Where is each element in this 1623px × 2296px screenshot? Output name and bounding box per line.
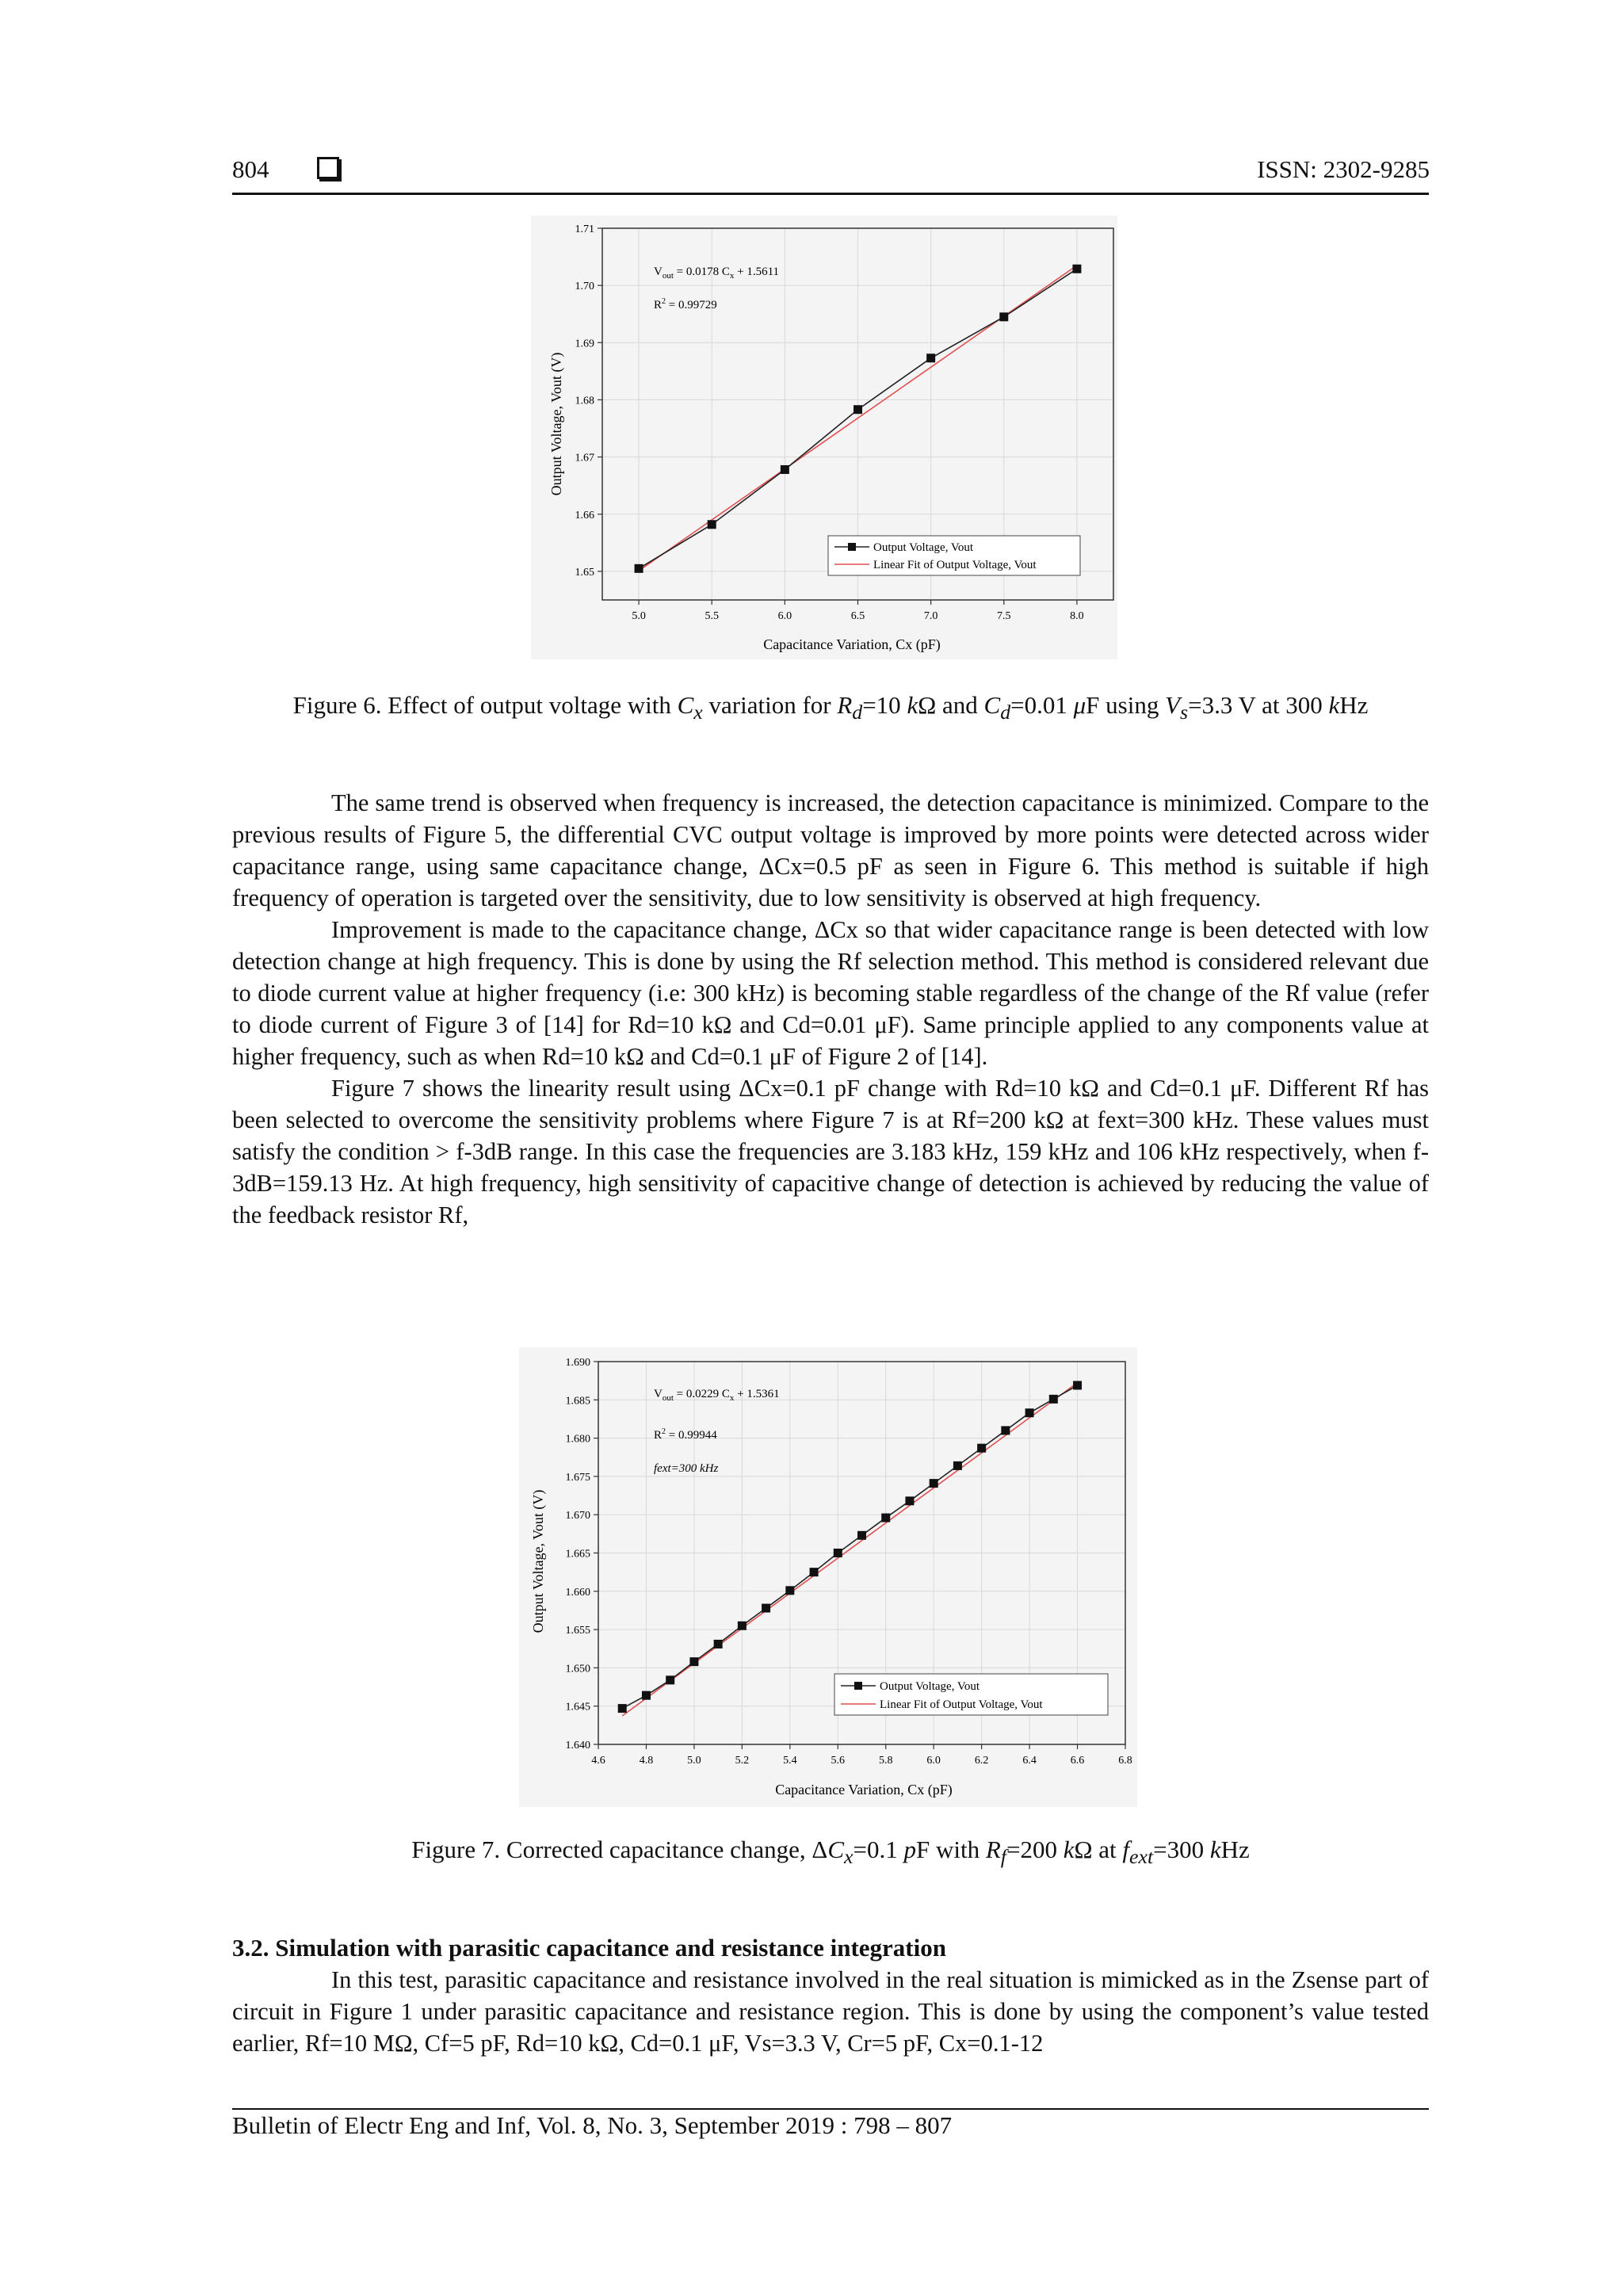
data-point [999, 312, 1008, 321]
x-tick-label: 4.6 [591, 1755, 605, 1767]
figure6-legend [828, 536, 1080, 575]
y-tick-label: 1.69 [575, 338, 594, 350]
figure7-xlabel: Capacitance Variation, Cx (pF) [775, 1782, 953, 1797]
data-point [977, 1444, 986, 1453]
data-point [738, 1622, 747, 1630]
x-tick-label: 8.0 [1070, 610, 1084, 622]
x-tick-label: 6.4 [1022, 1755, 1037, 1767]
data-point [1001, 1426, 1010, 1435]
y-tick-label: 1.66 [575, 509, 594, 521]
figure7-r2: $R^2 = 0.99944$ [654, 1427, 717, 1442]
data-point [618, 1704, 627, 1713]
figure7-background [519, 1347, 1137, 1807]
y-tick-label: 1.71 [575, 223, 594, 235]
x-tick-label: 6.6 [1070, 1755, 1085, 1767]
data-point [762, 1604, 770, 1613]
y-tick-label: 1.665 [565, 1548, 590, 1561]
figure6-legend-fit: Linear Fit of Output Voltage, Vout [873, 559, 1037, 571]
figure6-legend-data: Output Voltage, Vout [873, 541, 973, 554]
figure7-legend [834, 1674, 1108, 1715]
square-bullet-icon [317, 157, 339, 179]
x-tick-label: 5.4 [783, 1755, 797, 1767]
y-tick-label: 1.68 [575, 395, 594, 407]
data-point [1025, 1408, 1034, 1417]
paragraph-3: Figure 7 shows the linearity result using ΔCx=0.1 pF change with Rd=10 kΩ and Cd=0.1 μF. Different Rf has been selected to overcome the sensitivity problems where Figure 7 is at Rf=200 kΩ at fext=300 kHz. These values must satisfy the condition > f-3dB range. In this case the frequencies are 3.183 kHz, 159 kHz and 106 kHz respectively, when f-3dB=159.13 Hz. At high frequency, high sensitivity of capacitive change of detection is achieved by reducing the value of the feedback resistor Rf, [232, 1075, 1429, 1228]
x-tick-label: 6.0 [777, 610, 792, 622]
x-tick-label: 6.2 [974, 1755, 989, 1767]
figure7-chart [519, 1347, 1137, 1807]
figure7-ylabel: Output Voltage, Vout (V) [530, 1489, 546, 1633]
data-point [1049, 1395, 1058, 1404]
data-point [953, 1461, 962, 1470]
data-point [708, 520, 716, 529]
data-point [689, 1657, 698, 1666]
x-tick-label: 5.8 [878, 1755, 893, 1767]
section-body [232, 1964, 1429, 2059]
y-tick-label: 1.70 [575, 281, 594, 293]
journal-issn: ISSN: 2302-9285 [1257, 155, 1430, 183]
x-tick-label: 5.2 [735, 1755, 750, 1767]
data-point [781, 465, 789, 474]
data-point [905, 1496, 914, 1505]
figure6-xlabel: Capacitance Variation, Cx (pF) [763, 636, 941, 652]
figure7-equation: $V_{out} = 0.0229$ $C_x + 1.5361$ [654, 1388, 780, 1403]
data-point [666, 1675, 674, 1684]
data-point [714, 1640, 723, 1648]
footer-citation: Bulletin of Electr Eng and Inf, Vol. 8, No. 3, September 2019 : 798 – 807 [232, 2111, 953, 2139]
x-tick-label: 7.5 [997, 610, 1011, 622]
x-tick-label: 5.6 [831, 1755, 846, 1767]
section-heading: 3.2. Simulation with parasitic capacitance and resistance integration [232, 1934, 946, 1962]
figure7-legend-data: Output Voltage, Vout [880, 1680, 980, 1693]
data-point [1072, 265, 1081, 273]
figure6-chart [531, 216, 1117, 659]
data-point [926, 353, 935, 362]
data-point [785, 1586, 794, 1595]
figure6-r2: $R^2 = 0.99729$ [654, 297, 717, 311]
figure7-note: fext=300 kHz [654, 1462, 719, 1475]
data-point [810, 1568, 819, 1576]
x-tick-label: 6.8 [1118, 1755, 1132, 1767]
data-point [881, 1514, 890, 1522]
page-number: 804 [232, 155, 339, 184]
paragraph-2: Improvement is made to the capacitance change, ΔCx so that wider capacitance range is been detected with low detection change at high frequency. This is done by using the Rf selection method. This method is considered relevant due to diode current value at higher frequency (i.e: 300 kHz) is becoming stable regardless of the change of the Rf value (refer to diode current of Figure 3 of [14] for Rd=10 kΩ and Cd=0.01 μF). Same principle applied to any components value at higher frequency, such as when Rd=10 kΩ and Cd=0.1 μF of Figure 2 of [14]. [232, 916, 1429, 1070]
figure6-ylabel: Output Voltage, Vout (V) [548, 352, 564, 496]
y-tick-label: 1.65 [575, 566, 594, 579]
data-point [1073, 1381, 1082, 1389]
x-tick-label: 4.8 [639, 1755, 654, 1767]
x-tick-label: 6.5 [850, 610, 865, 622]
y-tick-label: 1.655 [565, 1625, 590, 1637]
figure7-caption: Figure 7. Corrected capacitance change, $\Delta C_x=0.1$ pF with $R_f=200$ kΩ at $f_{ext}=300$ kHz [411, 1836, 1250, 1869]
y-tick-label: 1.67 [575, 452, 594, 464]
figure6-caption: Figure 6. Effect of output voltage with $C_x$ variation for $R_d=10$ kΩ and $C_d=0.01$ μF using $V_s=3.3$ V at 300 kHz [292, 691, 1369, 724]
y-tick-label: 1.645 [565, 1701, 590, 1713]
y-tick-label: 1.675 [565, 1471, 590, 1484]
x-tick-label: 5.0 [632, 610, 646, 622]
paragraph-4: In this test, parasitic capacitance and resistance involved in the real situation is mimicked as in the Zsense part of circuit in Figure 1 under parasitic capacitance and resistance region. This is done by using the component’s value tested earlier, Rf=10 MΩ, Cf=5 pF, Rd=10 kΩ, Cd=0.1 μF, Vs=3.3 V, Cr=5 pF, Cx=0.1-12 [232, 1966, 1429, 2057]
x-tick-label: 7.0 [923, 610, 938, 622]
y-tick-label: 1.685 [565, 1395, 590, 1408]
y-tick-label: 1.650 [565, 1663, 590, 1675]
x-tick-label: 6.0 [926, 1755, 941, 1767]
data-point [930, 1479, 938, 1488]
x-tick-label: 5.0 [687, 1755, 701, 1767]
paragraph-1: The same trend is observed when frequency is increased, the detection capacitance is minimized. Compare to the previous results of Figure 5, the differential CVC output voltage is improved by more points were detected across wider capacitance range, using same capacitance change, ΔCx=0.5 pF as seen in Figure 6. This method is suitable if high frequency of operation is targeted over the sensitivity, due to low sensitivity is observed at high frequency. [232, 789, 1429, 911]
y-tick-label: 1.670 [565, 1510, 590, 1522]
figure7-legend-fit: Linear Fit of Output Voltage, Vout [880, 1698, 1043, 1711]
data-point [834, 1549, 842, 1557]
header-rule [232, 193, 1429, 195]
footer-rule [232, 2108, 1429, 2110]
y-tick-label: 1.690 [565, 1357, 590, 1369]
data-point [857, 1531, 866, 1540]
y-tick-label: 1.680 [565, 1433, 590, 1446]
x-tick-label: 5.5 [705, 610, 719, 622]
data-point [642, 1691, 651, 1700]
figure6-equation: $V_{out} = 0.0178$ $C_x + 1.5611$ [654, 266, 780, 281]
y-tick-label: 1.640 [565, 1740, 590, 1752]
body-paragraphs [232, 787, 1429, 1231]
data-point [854, 405, 862, 414]
y-tick-label: 1.660 [565, 1586, 590, 1599]
data-point [635, 564, 643, 573]
